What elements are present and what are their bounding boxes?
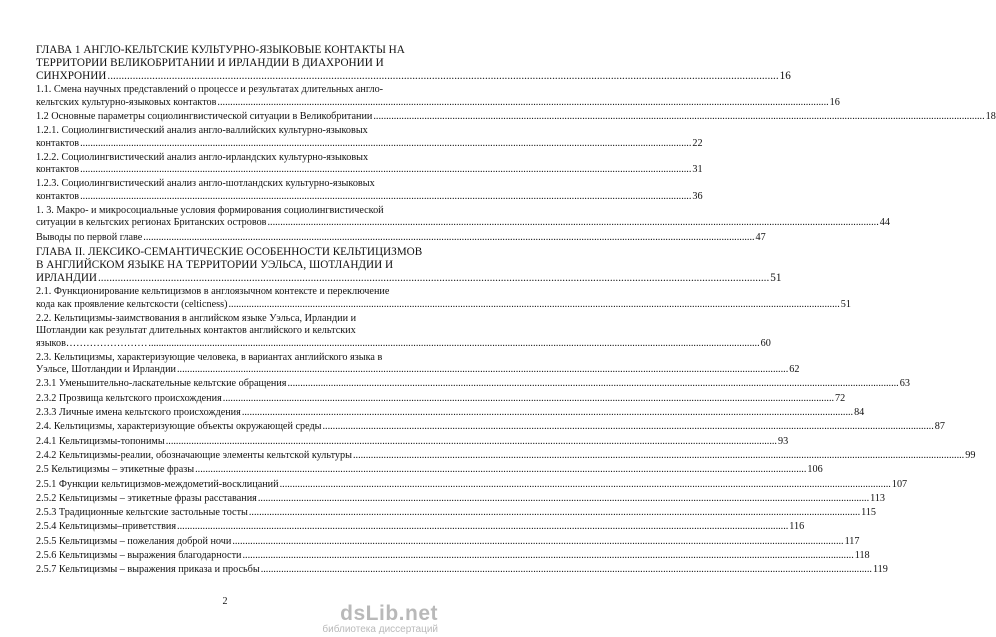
toc-entry-last-line (36, 478, 908, 491)
toc-entry-title: 2.5.2 Кельтицизмы – этикетные фразы расставания (36, 492, 257, 504)
toc-entry-title: 2.3.3 Личные имена кельтского происхождения (36, 407, 241, 419)
toc-entry-title: 2.5.3 Традиционные кельтские застольные тосты (36, 507, 248, 519)
toc-entry (36, 464, 823, 476)
toc-entry-text-line: ГЛАВА II. ЛЕКСИКО-СЕМАНТИЧЕСКИЕ ОСОБЕННОСТИ КЕЛЬТИЦИЗМОВ (36, 245, 423, 258)
toc-entry-last-line (36, 364, 800, 376)
toc-entry-last-line (36, 564, 888, 576)
toc-entry-text-line: Шотландии как результат длительных контактов английского и кельтских (36, 325, 356, 337)
watermark (322, 604, 438, 635)
toc-entry (36, 407, 865, 419)
dot-leader (195, 464, 806, 476)
dot-leader (267, 217, 878, 229)
toc-entry (36, 110, 996, 123)
dot-leader (228, 299, 839, 311)
toc-entry-title: языков…………………… (36, 337, 148, 349)
toc-entry-title: контактов (36, 164, 80, 176)
toc-page-number: 107 (891, 478, 908, 490)
toc-entry-title: 2.5.7 Кельтицизмы – выражения приказа и просьбы (36, 564, 260, 576)
toc-entry-title: 2.5 Кельтицизмы – этикетные фразы (36, 464, 195, 476)
table-of-contents (36, 44, 996, 579)
toc-entry-text-line: 1.1. Смена научных представлений о процессе и результатах длительных англо- (36, 84, 384, 96)
toc-page-number: 44 (879, 217, 890, 229)
dot-leader (280, 479, 891, 491)
toc-entry (36, 549, 870, 562)
toc-entry-text-line: В АНГЛИЙСКОМ ЯЗЫКЕ НА ТЕРРИТОРИИ УЭЛЬСА, ШОТЛАНДИИ И (36, 258, 394, 271)
toc-page-number: 31 (692, 164, 703, 176)
dot-leader (80, 138, 691, 150)
toc-entry-last-line (36, 521, 805, 533)
toc-page-number: 72 (835, 392, 846, 404)
toc-page-number: 51 (840, 298, 851, 310)
toc-entry-title: СИНХРОНИИ (36, 69, 107, 82)
toc-entry (36, 205, 890, 230)
dot-leader (242, 407, 853, 419)
toc-entry (36, 44, 791, 82)
toc-page-number: 16 (779, 69, 791, 82)
toc-entry-title: 2.3.1 Уменьшительно-ласкательные кельтские обращения (36, 378, 287, 390)
toc-entry (36, 245, 782, 284)
toc-entry-last-line (36, 298, 851, 311)
toc-entry (36, 421, 945, 433)
toc-entry-title: 2.5.4 Кельтицизмы–приветствия (36, 521, 177, 533)
toc-page-number: 106 (807, 464, 823, 476)
dot-leader (107, 70, 778, 83)
toc-entry-last-line (36, 190, 703, 203)
toc-entry-last-line (36, 337, 771, 350)
toc-page-number: 115 (861, 507, 877, 519)
toc-entry (36, 351, 800, 377)
dot-leader (261, 564, 872, 576)
toc-entry-title: контактов (36, 190, 80, 202)
toc-page-number: 84 (854, 407, 865, 419)
toc-entry-last-line (36, 392, 846, 405)
toc-page-number: 93 (777, 435, 789, 447)
dot-leader (242, 550, 853, 562)
toc-page-number: 47 (755, 231, 766, 243)
toc-entry (36, 378, 910, 390)
toc-page-number: 119 (872, 564, 888, 576)
toc-page-number: 62 (789, 364, 800, 376)
toc-entry-last-line (36, 231, 766, 244)
toc-entry-text-line: 1.2.2. Социолингвистический анализ англо-ирландских культурно-языковых (36, 151, 369, 163)
dot-leader (98, 272, 769, 285)
toc-entry (36, 521, 805, 533)
toc-entry-last-line (36, 407, 865, 419)
bottom-fade (36, 579, 432, 593)
toc-entry-title: 2.5.6 Кельтицизмы – выражения благодарности (36, 549, 242, 561)
toc-entry-last-line (36, 110, 996, 123)
toc-page-number: 16 (829, 96, 840, 108)
dot-leader (80, 191, 691, 203)
toc-page-number: 36 (692, 190, 703, 202)
toc-entry-title: 2.5.1 Функции кельтицизмов-междометий-восклицаний (36, 478, 279, 490)
dot-leader (217, 97, 828, 109)
dot-leader (249, 507, 860, 519)
toc-entry-text-line: 2.1. Функционирование кельтицизмов в англоязычном контексте и переключение (36, 286, 390, 298)
toc-entry-text-line: 1.2.1. Социолингвистический анализ англо-валлийских культурно-языковых (36, 125, 368, 137)
dot-leader (166, 436, 777, 448)
toc-entry-last-line (36, 69, 791, 83)
dot-leader (232, 536, 843, 548)
toc-page-number: 117 (844, 535, 860, 547)
toc-entry-last-line (36, 449, 976, 462)
toc-page-number: 99 (965, 449, 976, 461)
toc-entry (36, 151, 703, 177)
dot-leader (80, 164, 691, 176)
toc-page-number: 118 (854, 549, 870, 561)
toc-entry-text-line: ГЛАВА 1 АНГЛО-КЕЛЬТСКИЕ КУЛЬТУРНО-ЯЗЫКОВЫЕ КОНТАКТЫ НА (36, 44, 405, 56)
toc-entry-title: 2.4. Кельтицизмы, характеризующие объекты окружающей среды (36, 421, 322, 433)
toc-entry (36, 449, 976, 462)
toc-entry-title: 2.3.2 Прозвища кельтского происхождения (36, 392, 222, 404)
toc-entry-last-line (36, 217, 890, 229)
toc-page-number: 116 (789, 521, 805, 533)
toc-entry (36, 492, 886, 505)
toc-entry (36, 535, 860, 548)
toc-entry-title: кельтских культурно-языковых контактов (36, 96, 217, 108)
dot-leader (143, 232, 754, 244)
toc-page-number: 87 (934, 421, 945, 433)
dot-leader (177, 521, 788, 533)
dot-leader (287, 378, 898, 390)
toc-page-number: 63 (899, 378, 910, 390)
toc-entry-title: ситуации в кельтских регионах Британских островов (36, 217, 267, 229)
toc-entry (36, 478, 908, 491)
toc-entry (36, 392, 846, 405)
toc-entry (36, 231, 766, 244)
toc-entry-last-line (36, 164, 703, 176)
dot-leader (177, 364, 788, 376)
toc-entry-last-line (36, 492, 886, 505)
toc-entry-title: Уэльсе, Шотландии и Ирландии (36, 364, 176, 376)
toc-entry-last-line (36, 378, 910, 390)
toc-entry-title: Выводы по первой главе (36, 231, 143, 243)
toc-entry-text-line: 2.3. Кельтицизмы, характеризующие человека, в вариантах английского языка в (36, 351, 383, 363)
toc-entry (36, 507, 877, 519)
toc-entry-title: ИРЛАНДИИ (36, 271, 97, 284)
toc-entry-last-line (36, 137, 703, 150)
toc-entry-last-line (36, 507, 877, 519)
toc-entry-title: 2.4.1 Кельтицизмы-топонимы (36, 435, 165, 447)
toc-entry-title: кода как проявление кельтскости (celticness) (36, 298, 228, 310)
toc-entry-text-line: 1. 3. Макро- и микросоциальные условия формирования социолингвистической (36, 205, 384, 217)
toc-entry-title: 1.2 Основные параметры социолингвистической ситуации в Великобритании (36, 110, 373, 122)
toc-page-number: 22 (692, 137, 703, 149)
toc-entry (36, 564, 888, 576)
watermark-logo: dsLib.net (340, 602, 438, 625)
toc-entry-last-line (36, 271, 782, 285)
toc-entry-text-line: 2.2. Кельтицизмы-заимствования в английском языке Уэльса, Ирландии и (36, 312, 357, 324)
toc-entry (36, 125, 703, 150)
toc-entry-text-line: 1.2.3. Социолингвистический анализ англо-шотландских культурно-языковых (36, 178, 375, 190)
toc-entry-last-line (36, 96, 840, 109)
toc-page-number: 51 (770, 271, 782, 284)
dot-leader (353, 450, 964, 462)
toc-entry-title: 2.4.2 Кельтицизмы-реалии, обозначающие элементы кельтской культуры (36, 449, 352, 461)
toc-entry-last-line (36, 549, 870, 562)
toc-entry-last-line (36, 535, 860, 548)
toc-page-number: 113 (870, 492, 886, 504)
page-number: 2 (222, 596, 228, 607)
toc-entry (36, 286, 851, 311)
toc-page-number: 60 (760, 337, 771, 349)
toc-entry-last-line (36, 464, 823, 476)
toc-entry (36, 84, 840, 109)
dot-leader (148, 338, 759, 350)
toc-entry-last-line (36, 421, 945, 433)
toc-entry-title: контактов (36, 137, 80, 149)
dot-leader (322, 421, 933, 433)
toc-entry (36, 178, 703, 203)
toc-entry-title: 2.5.5 Кельтицизмы – пожелания доброй ночи (36, 535, 232, 547)
toc-entry (36, 435, 789, 448)
dot-leader (258, 493, 869, 505)
toc-entry-last-line (36, 435, 789, 448)
toc-entry-text-line: ТЕРРИТОРИИ ВЕЛИКОБРИТАНИИ И ИРЛАНДИИ В ДИАХРОНИИ И (36, 56, 384, 69)
watermark-subtitle: библиотека диссертаций (322, 624, 438, 635)
toc-entry (36, 312, 771, 350)
dot-leader (373, 111, 984, 123)
toc-page-number: 18 (985, 110, 996, 122)
dot-leader (223, 393, 834, 405)
